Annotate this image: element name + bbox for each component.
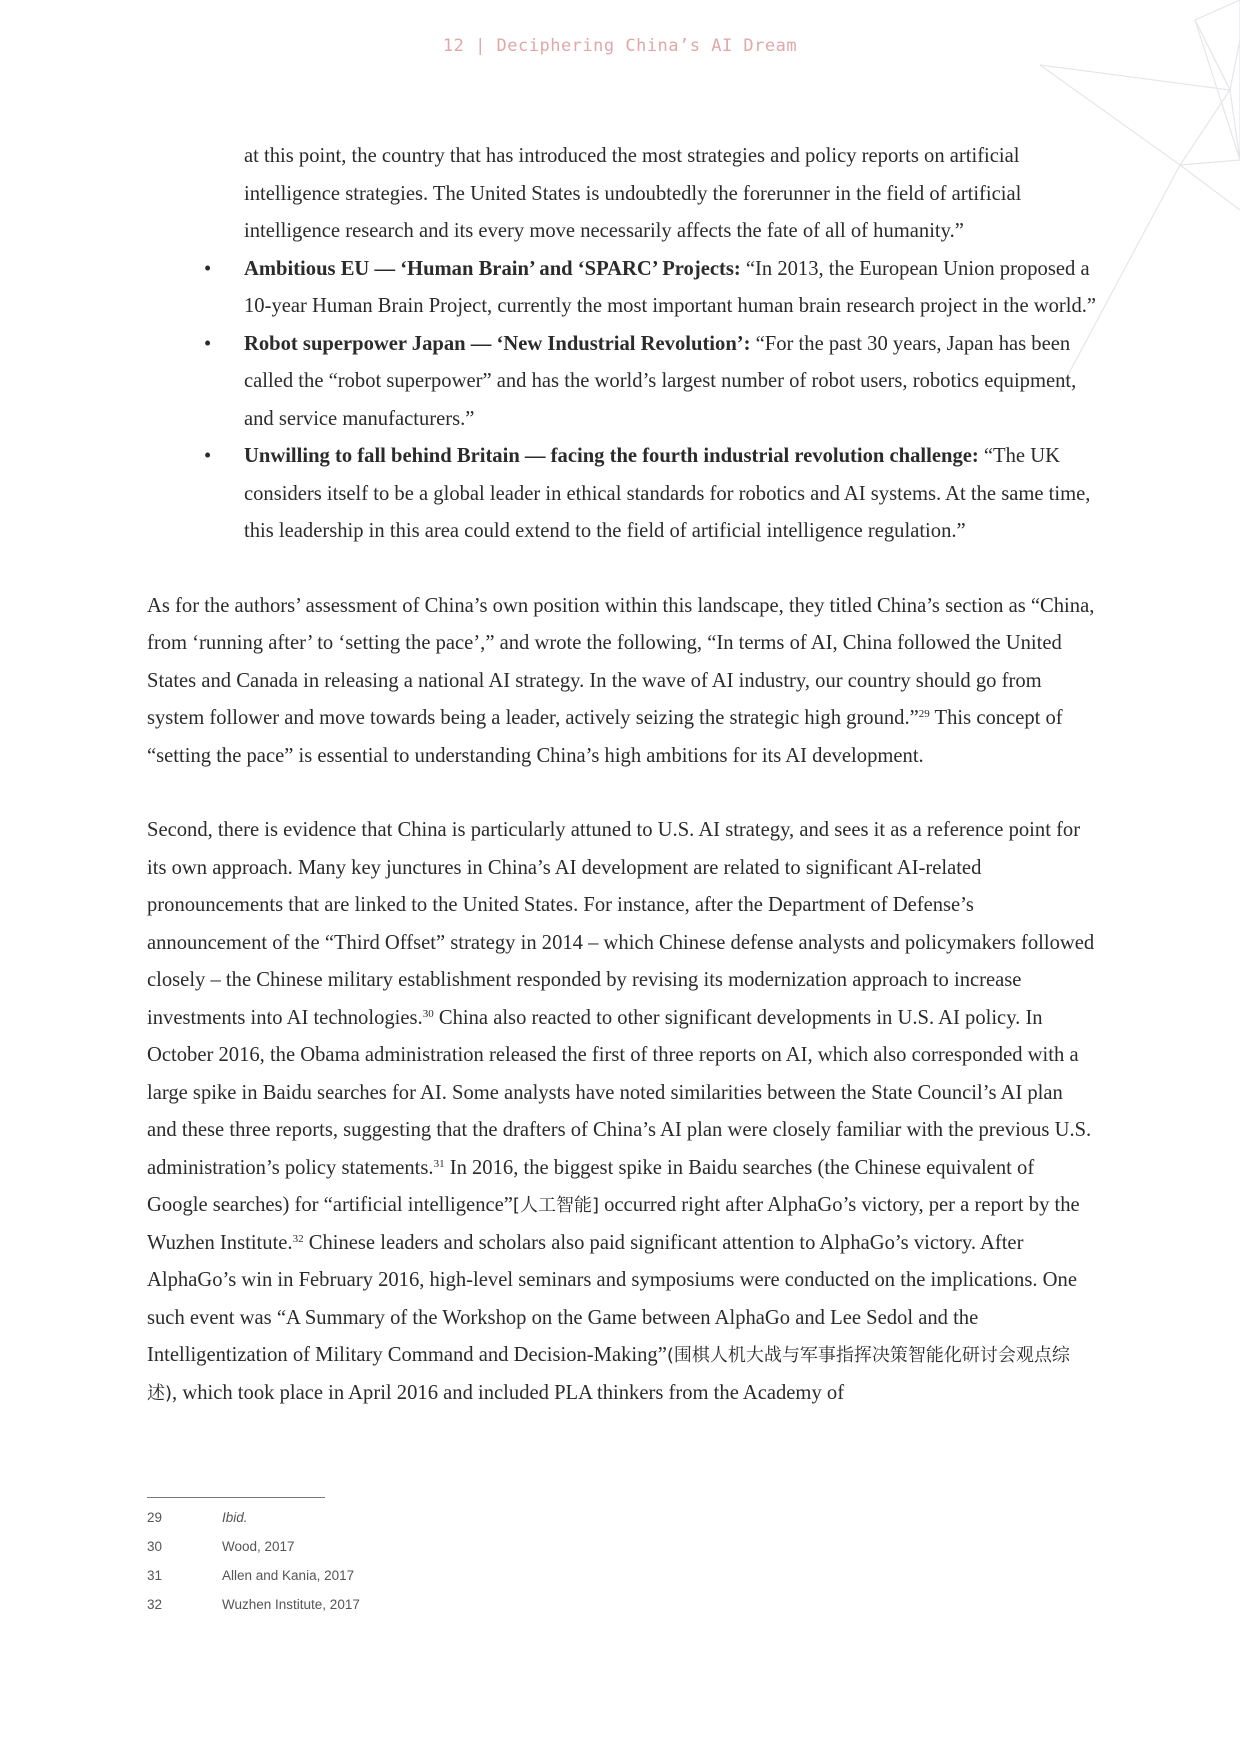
- footnote-number: 29: [147, 1510, 163, 1525]
- footnote: [147, 1503, 360, 1532]
- bullet-icon: •: [204, 332, 212, 355]
- footnote-text: Wuzhen Institute, 2017: [222, 1597, 360, 1612]
- chinese-term: [人工智能]: [512, 1195, 599, 1216]
- bullet-lead: Robot superpower Japan — ‘New Industrial Revolution’:: [244, 332, 751, 355]
- footnote-number: 32: [147, 1597, 163, 1612]
- footnote-ref-29[interactable]: 29: [918, 708, 930, 720]
- paragraph-text: , which took place in April 2016 and included PLA thinkers from the Academy of: [172, 1381, 845, 1404]
- footnote-text: Ibid.: [222, 1510, 248, 1525]
- footnote-text: Wood, 2017: [222, 1539, 295, 1554]
- list-item: [147, 326, 1097, 439]
- list-item: [147, 438, 1097, 551]
- footnote-ref-32[interactable]: 32: [292, 1232, 304, 1245]
- list-item: [147, 251, 1097, 326]
- footnote-number: 31: [147, 1568, 163, 1583]
- paragraph-text: Chinese leaders and scholars also paid significant attention to AlphaGo’s victory. After AlphaGo’s win in February 2016, high-level seminars and symposiums were conducted on the implications. One such event was “A Summary of the Workshop on the Game between AlphaGo and Lee Sedol and the Intelligentization of Military Command and Decision-Making”: [147, 1231, 1077, 1366]
- paragraph-text: As for the authors’ assessment of China’s own position within this landscape, they titled China’s section as “China, from ‘running after’ to ‘setting the pace’,” and wrote the following, “In terms of AI, China followed the United States and Canada in releasing a national AI strategy. In the wave of AI industry, our country should go from system follower and move towards being a leader, actively seizing the strategic high ground.”: [147, 594, 1095, 729]
- bullet-text: “The UK considers itself to be a global leader in ethical standards for robotics and AI systems. At the same time, this leadership in this area could extend to the field of artificial intelligence regulation.”: [244, 445, 1091, 542]
- bullet-icon: •: [204, 257, 212, 280]
- footnote: [147, 1532, 360, 1561]
- footnote-text: Allen and Kania, 2017: [222, 1568, 355, 1583]
- footnote-divider: [147, 1497, 325, 1498]
- footnote-ref-30[interactable]: 30: [422, 1007, 434, 1020]
- bullet-lead: Unwilling to fall behind Britain — facing the fourth industrial revolution challenge:: [244, 445, 979, 467]
- chinese-title: (围棋人机大战与军事指挥决策智能化研讨会观点综述): [147, 1345, 1070, 1404]
- intro-text: at this point, the country that has introduced the most strategies and policy reports on artificial intelligence strategies. The United States is undoubtedly the forerunner in the field of artificial intelligence research and its every move necessarily affects the fate of all of humanity.”: [244, 145, 1022, 242]
- paragraph-text: Second, there is evidence that China is particularly attuned to U.S. AI strategy, and sees it as a reference point for its own approach. Many key junctures in China’s AI development are related to significant AI-related pronouncements that are linked to the United States. For instance, after the Department of Defense’s announcement of the “Third Offset” strategy in 2014 – which Chinese defense analysts and policymakers followed closely – the Chinese military establishment responded by revising its modernization approach to increase investments into AI technologies.: [147, 819, 1095, 1029]
- footnote-ref-31[interactable]: 31: [433, 1157, 445, 1170]
- footnotes: [147, 1503, 360, 1619]
- bullet-icon: •: [204, 445, 212, 467]
- footnote: [147, 1590, 360, 1619]
- bullet-list: [147, 251, 1097, 551]
- paragraph-text: occurred right after AlphaGo’s victory, per a report by the Wuzhen Institute.: [147, 1194, 1080, 1254]
- paragraph-text: China also reacted to other significant developments in U.S. AI policy. In October 2016, the Obama administration released the first of three reports on AI, which also corresponded with a large spike in Baidu searches for AI. Some analysts have noted similarities between the State Council’s AI plan and these three reports, suggesting that the drafters of China’s AI plan were closely familiar with the previous U.S. administration’s policy statements.: [147, 1006, 1092, 1179]
- paragraph-us-strategy: [147, 812, 1097, 1412]
- paragraph-text: In 2016, the biggest spike in Baidu searches (the Chinese equivalent of Google searches) for “artificial intelligence”: [147, 1156, 1035, 1216]
- main-content: [147, 138, 1097, 1412]
- bullet-lead: Ambitious EU — ‘Human Brain’ and ‘SPARC’ Projects:: [244, 257, 741, 280]
- bullet-text: “For the past 30 years, Japan has been called the “robot superpower” and has the world’s largest number of robot users, robotics equipment, and service manufacturers.”: [244, 332, 1077, 430]
- footnote: [147, 1561, 360, 1590]
- paragraph-text: This concept of “setting the pace” is essential to understanding China’s high ambitions for its AI development.: [147, 707, 1063, 767]
- page-header: 12 | Deciphering China’s AI Dream: [442, 36, 798, 56]
- paragraph-china-position: [147, 588, 1097, 776]
- bullet-text: “In 2013, the European Union proposed a 10-year Human Brain Project, currently the most important human brain research project in the world.”: [244, 257, 1097, 317]
- footnote-number: 30: [147, 1539, 163, 1554]
